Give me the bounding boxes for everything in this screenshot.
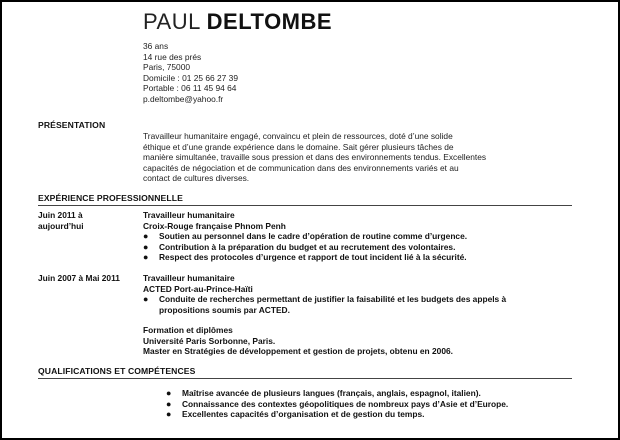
last-name: DELTOMBE <box>206 9 333 34</box>
list-item: ● Maîtrise avancée de plusieurs langues (français, anglais, espagnol, italien). <box>166 388 481 398</box>
bullet-icon: ● <box>166 398 172 409</box>
contact-email: p.deltombe@yahoo.fr <box>143 93 224 104</box>
section-rule <box>38 205 572 206</box>
job-org: Croix-Rouge française Phnom Penh <box>143 220 286 231</box>
job-date: Juin 2011 à aujourd’hui <box>38 210 84 231</box>
section-rule <box>38 378 572 379</box>
section-title-qualifications: QUALIFICATIONS ET COMPÉTENCES <box>38 366 196 376</box>
contact-mobile-phone: Portable : 06 11 45 94 64 <box>143 83 237 94</box>
section-title-experience: EXPÉRIENCE PROFESSIONNELLE <box>38 193 183 203</box>
list-item: ● Soutien au personnel dans le cadre d’opération de routine comme d’urgence. <box>143 231 468 242</box>
bullet-icon: ● <box>143 252 149 263</box>
first-name: PAUL <box>143 9 201 34</box>
contact-block <box>143 41 238 105</box>
list-item: ● Respect des protocoles d’urgence et rapport de tout incident lié à la sécurité. <box>143 252 467 263</box>
contact-age: 36 ans <box>143 41 169 51</box>
job-role: Travailleur humanitaire <box>143 210 235 220</box>
education-entry <box>143 325 583 357</box>
education-school: Université Paris Sorbonne, Paris. <box>143 335 276 346</box>
presentation-line: capacités de négociation et de communication dans des environnements variés et au <box>143 162 459 173</box>
presentation-line: éthique et d’une grande expérience dans le domaine. Sait gérer plusieurs tâches de <box>143 141 454 152</box>
qualifications-list <box>166 388 586 420</box>
list-item: ● Excellentes capacités d’organisation et de gestion du temps. <box>166 409 425 420</box>
bullet-icon: ● <box>166 409 172 420</box>
job-entry <box>143 273 583 315</box>
job-entry <box>143 210 583 263</box>
bullet-icon: ● <box>143 241 149 252</box>
presentation-line: contact de cultures diverses. <box>143 173 250 184</box>
contact-home-phone: Domicile : 01 25 66 27 39 <box>143 72 238 83</box>
candidate-name <box>143 8 332 36</box>
job-bullets <box>143 231 583 263</box>
job-date: Juin 2007 à Mai 2011 <box>38 273 120 283</box>
presentation-text <box>143 131 573 184</box>
bullet-icon: ● <box>166 388 172 398</box>
job-org: ACTED Port-au-Prince-Haïti <box>143 283 253 294</box>
contact-city: Paris, 75000 <box>143 62 191 73</box>
job-bullets <box>143 294 583 315</box>
list-item: ● Contribution à la préparation du budget et au recrutement des volontaires. <box>143 241 456 252</box>
education-degree: Master en Stratégies de développement et gestion de projets, obtenu en 2006. <box>143 346 453 357</box>
contact-street: 14 rue des prés <box>143 51 202 62</box>
section-title-presentation: PRÉSENTATION <box>38 120 106 130</box>
bullet-icon: ● <box>143 294 149 305</box>
list-item: ● Connaissance des contextes géopolitiques de nombreux pays d’Asie et d’Europe. <box>166 398 509 409</box>
list-item: ● Conduite de recherches permettant de justifier la faisabilité et les budgets des appels à propositions soumis par ACTED. <box>143 294 507 315</box>
job-role: Travailleur humanitaire <box>143 273 235 283</box>
education-title: Formation et diplômes <box>143 325 233 335</box>
presentation-line: Travailleur humanitaire engagé, convaincu et plein de ressources, doté d’une solide <box>143 131 453 141</box>
presentation-line: manière simultanée, travaille sous pression et dans des environnements tendus. Excellentes <box>143 152 487 163</box>
bullet-icon: ● <box>143 231 149 242</box>
